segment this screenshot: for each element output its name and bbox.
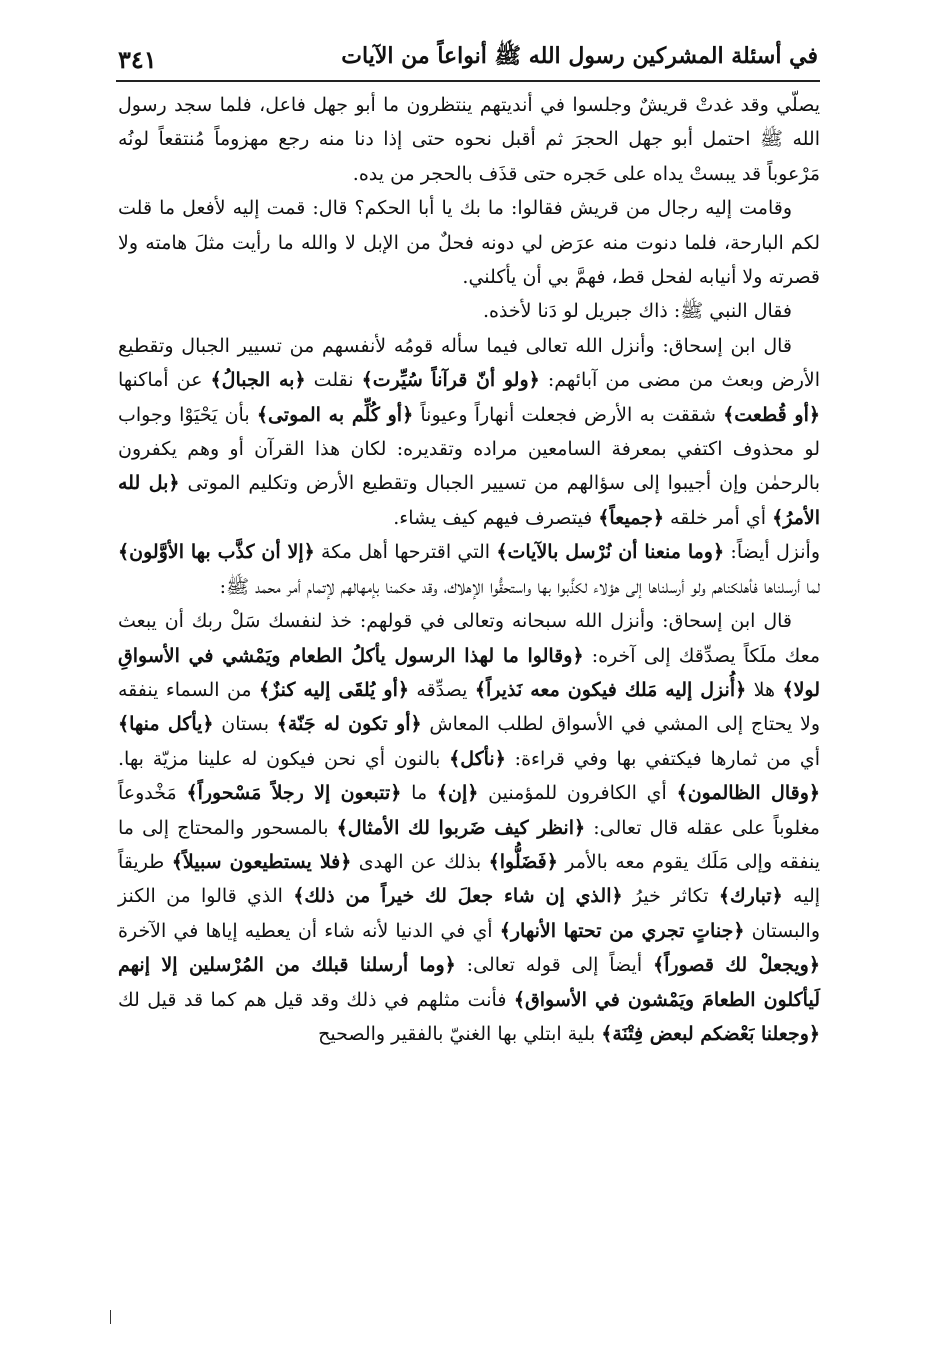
quran-verse: ﴿بل لله الأمرُ﴾ <box>118 472 820 529</box>
text-run: أيضاً إلى قوله تعالى: <box>455 954 653 977</box>
running-title: في أسئلة المشركين رسول الله ﷺ أنواعاً من الآيات <box>341 43 818 69</box>
quran-verse: ﴿جناتٍ تجري من تحتها الأنهار﴾ <box>499 919 745 942</box>
quran-verse: ﴿ولو أنّ قرآناً سُيِّرت﴾ <box>361 369 540 392</box>
text-run: بالمسحور والمحتاج إلى ما ينفقه وإلى مَلَك يقوم معه بالأمر <box>118 816 820 873</box>
text-run: شققت به الأرض فجعلت أنهاراً وعيوناً <box>413 403 724 426</box>
text-run: من السماء ينفقه ولا يحتاج إلى المشي في الأسواق لطلب المعاش <box>118 678 820 736</box>
text-run: قال ابن إسحاق: وأنزل الله سبحانه وتعالى في قولهم: خذ لنفسك سَلْ ربك أن يبعث معك ملَكاً يصدِّقك إلى آخره: <box>118 610 820 667</box>
text-run: أي الكافرون للمؤمنين <box>478 782 677 805</box>
text-run: طريقاً إليه <box>118 850 821 908</box>
text-run: وقامت إليه رجال من قريش فقالوا: ما بك يا أبا الحكم؟ قال: قمت إليه لأفعل ما قلت لكم البارحة، فلما دنوت منه عرَض لي دونه فحلٌ من الإبل لا والله ما رأيت مثلَ هامته ولا قصرته ولا أنيابه لفحل قط، فهمَّ بي أن يأكلني. <box>118 197 820 289</box>
paragraph <box>118 294 820 328</box>
quran-verse: ﴿وما أرسلنا قبلك من المُرْسلين إلا إنهم لَيأكلون الطعامَ ويَمْشون في الأسواق﴾ <box>118 954 820 1011</box>
text-run: قال ابن إسحاق: وأنزل الله تعالى فيما سأله قومُه لأنفسهم من تسيير الجبال وتقطيع الأرض وبعث من مضى من آبائهم: <box>118 334 820 392</box>
quran-verse: ﴿جميعاً﴾ <box>598 506 664 529</box>
text-run: بذلك عن الهدى <box>351 850 489 873</box>
quran-verse: ﴿أو قُطعت﴾ <box>723 403 821 426</box>
quran-verse: ﴿ويجعلْ لك قصوراً﴾ <box>652 954 820 977</box>
text-run: بالنون أي نحن فيكون له علينا مزيّة بها. <box>118 747 450 770</box>
quran-verse: ﴿نأكل﴾ <box>449 747 506 770</box>
paragraph <box>118 88 820 191</box>
text-run: نقلت <box>305 369 362 392</box>
text-run: أي أمر خلقه <box>663 506 773 529</box>
quran-verse: ﴿وقالوا ما لهذا الرسول يأكلُ الطعام ويَمْشي في الأسواقِ لولا﴾ <box>118 644 821 701</box>
text-run: ما <box>401 782 437 805</box>
text-run: بلية ابتلي بها الغنيّ بالفقير والصحيح <box>318 1022 602 1045</box>
page-number: ٣٤١ <box>118 45 157 74</box>
text-run: بستان <box>213 713 277 736</box>
text-run: فيتصرف فيهم كيف يشاء. <box>393 506 599 529</box>
quran-verse: ﴿تبارك﴾ <box>718 885 783 908</box>
quran-verse: ﴿وجعلنا بَعْضكم لبعض فِتْنَة﴾ <box>601 1022 820 1045</box>
paragraph <box>118 191 820 294</box>
paragraph <box>118 535 820 604</box>
quran-verse: ﴿إلا أن كذَّب بها الأوَّلون﴾ <box>118 541 315 564</box>
quran-verse: ﴿يأكل منها﴾ <box>118 713 214 736</box>
text-run: التي اقترحها أهل مكة <box>314 541 497 564</box>
text-run: تكاثر خيرُ <box>622 885 719 908</box>
text-run: هلا <box>746 678 783 701</box>
text-run: الذي قالوا من الكنز والبستان <box>118 885 820 942</box>
quran-verse: ﴿فَضَلُّوا﴾ <box>488 850 558 873</box>
quran-verse: ﴿الذي إن شاء جعلَ لك خيراً من ذلك﴾ <box>293 885 623 908</box>
text-run: يصدِّقه <box>408 678 475 701</box>
paragraph <box>118 604 820 1051</box>
quran-verse: ﴿تتبعون إلا رجلاً مَسْحوراً﴾ <box>186 782 402 805</box>
text-run: لما أرسلناها فأهلكناهم ولو أرسلناها إلى هؤلاء لكذَّبوا بها واستحقُّوا الإهلاك، وقد حكمنا بإمهالهم لإتمام أمر محمد ﷺ: <box>219 575 820 598</box>
quran-verse: ﴿إن﴾ <box>436 782 479 805</box>
text-run: وأنزل أيضاً: <box>724 541 820 564</box>
text-run: عن أماكنها <box>118 369 211 392</box>
margin-mark <box>110 1310 112 1324</box>
text-run: أي في الدنيا لأنه شاء أن يعطيه إياها في الآخرة <box>118 919 500 942</box>
quran-verse: ﴿انظر كيف ضَربوا لك الأمثال﴾ <box>336 816 586 839</box>
body-text <box>118 88 820 1051</box>
text-run: فقال النبي ﷺ: ذاك جبريل لو دَنا لأخذه. <box>482 300 792 323</box>
header-rule <box>116 80 820 82</box>
quran-verse: ﴿أو تكون له جَنّة﴾ <box>276 713 422 736</box>
quran-verse: ﴿أُنزل إليه مَلك فيكون معه نَذيراً﴾ <box>474 678 747 701</box>
text-run: مَخْدوعاً مغلوباً على عقله قال تعالى: <box>118 782 820 839</box>
text-run: يصلّي وقد غدتْ قريشٌ وجلسوا في أنديتهم ينتظرون ما أبو جهل فاعل، فلما سجد رسول الله ﷺ احتمل أبو جهل الحجرَ ثم أقبل نحوه حتى إذا دنا منه رجع مهزوماً مُنتقعاً لونُه مَرْعوباً قد يبستْ يداه على حَجره حتى قذَف بالحجر من يده. <box>118 94 820 185</box>
quran-verse: ﴿فلا يستطيعون سبيلاً﴾ <box>171 850 352 873</box>
quran-verse: ﴿أو كُلِّم به الموتى﴾ <box>256 403 414 426</box>
quran-verse: ﴿وما منعنا أن نُرْسل بالآيات﴾ <box>496 541 725 564</box>
text-run: بأن يَحْيَوْا وجواب لو محذوف اكتفي بمعرفة السامعين مراده وتقديره: لكان هذا القرآن أو وهم يكفرون بالرحمٰن وإن أجيبوا إلى سؤالهم من تسيير الجبال وتقطيع الأرض وتكليم الموتى <box>118 403 820 495</box>
paragraph <box>118 329 820 535</box>
quran-verse: ﴿وقال الظالمون﴾ <box>676 782 821 805</box>
page-header <box>118 34 818 74</box>
text-run: أي من ثمارها فيكتفي بها وفي قراءة: <box>505 747 821 770</box>
quran-verse: ﴿به الجبالُ﴾ <box>210 369 306 392</box>
text-run: فأنت مثلهم في ذلك وقد قيل هم كما قد قيل لك <box>118 988 514 1011</box>
quran-verse: ﴿أو يُلقَى إليه كنزٌ﴾ <box>259 678 409 701</box>
